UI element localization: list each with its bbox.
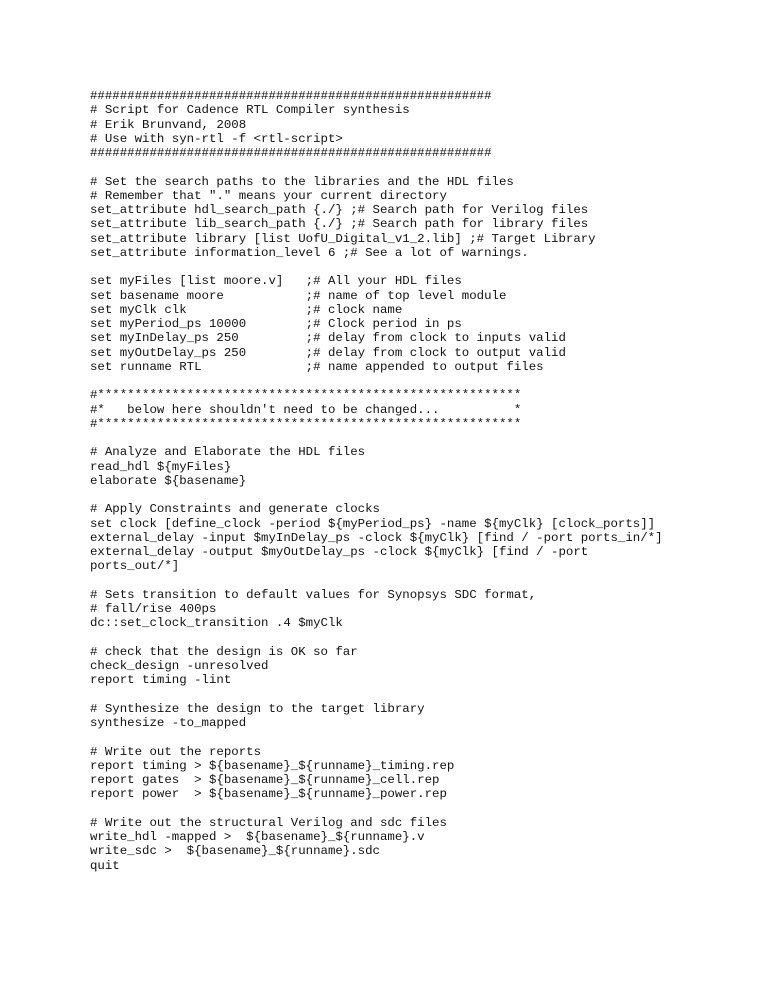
script-line: # Write out the structural Verilog and sdc files xyxy=(90,815,447,830)
script-line: # Remember that "." means your current directory xyxy=(90,188,447,203)
script-line: set_attribute lib_search_path {./} ;# Search path for library files xyxy=(90,217,589,232)
script-line: set myInDelay_ps 250 ;# delay from clock to inputs valid xyxy=(90,331,566,346)
script-line: synthesize -to_mapped xyxy=(90,716,247,730)
script-line: write_hdl -mapped > ${basename}_${runname}.v xyxy=(90,830,425,844)
script-line xyxy=(90,574,760,588)
script-line: set_attribute library [list UofU_Digital_v1_2.lib] ;# Target Library xyxy=(90,231,596,246)
script-line: ###################################################### xyxy=(90,146,492,160)
script-line xyxy=(90,802,760,816)
script-line: set clock [define_clock -period ${myPeriod_ps} -name ${myClk} [clock_ports]] xyxy=(90,516,656,531)
script-line: ports_out/*] xyxy=(90,559,180,574)
script-line: set_attribute hdl_search_path {./} ;# Search path for Verilog files xyxy=(90,203,589,217)
script-line: dc::set_clock_transition .4 $myClk xyxy=(90,616,343,631)
script-line xyxy=(90,631,760,645)
script-line: set_attribute information_level 6 ;# See a lot of warnings. xyxy=(90,245,529,260)
script-line: # Set the search paths to the libraries and the HDL files xyxy=(90,174,514,189)
script-line: # Synthesize the design to the target library xyxy=(90,701,425,716)
script-document xyxy=(90,89,760,873)
script-line: report gates > ${basename}_${runname}_cell.rep xyxy=(90,773,440,787)
script-line xyxy=(90,160,760,174)
script-line: ###################################################### xyxy=(90,89,492,103)
script-line: # Write out the reports xyxy=(90,744,262,759)
script-line: # fall/rise 400ps xyxy=(90,602,217,616)
script-line: # Use with syn-rtl -f <rtl-script> xyxy=(90,131,343,146)
script-line xyxy=(90,431,760,445)
script-line: #* below here shouldn't need to be changed... * xyxy=(90,402,522,417)
script-line: external_delay -output $myOutDelay_ps -clock ${myClk} [find / -port xyxy=(90,545,589,559)
script-line: elaborate ${basename} xyxy=(90,473,247,488)
script-line: set runname RTL ;# name appended to output files xyxy=(90,359,544,374)
script-line: external_delay -input $myInDelay_ps -clock ${myClk} [find / -port ports_in/*] xyxy=(90,530,663,545)
script-line: #********************************************************* xyxy=(90,388,522,403)
script-line: # Script for Cadence RTL Compiler synthesis xyxy=(90,103,410,118)
script-line xyxy=(90,260,760,274)
script-line: set myOutDelay_ps 250 ;# delay from clock to output valid xyxy=(90,345,566,360)
script-line: report timing > ${basename}_${runname}_timing.rep xyxy=(90,758,455,773)
script-line: read_hdl ${myFiles} xyxy=(90,459,232,474)
script-line xyxy=(90,374,760,388)
script-line xyxy=(90,730,760,744)
script-line: # Erik Brunvand, 2008 xyxy=(90,117,247,132)
script-line: # Analyze and Elaborate the HDL files xyxy=(90,445,366,460)
script-line: # Sets transition to default values for Synopsys SDC format, xyxy=(90,587,537,602)
script-line: #********************************************************* xyxy=(90,416,522,431)
script-line xyxy=(90,488,760,502)
script-line: report timing -lint xyxy=(90,673,232,688)
script-line: set myPeriod_ps 10000 ;# Clock period in ps xyxy=(90,317,462,331)
script-line: quit xyxy=(90,858,120,873)
script-line: check_design -unresolved xyxy=(90,659,269,673)
script-line: # Apply Constraints and generate clocks xyxy=(90,502,380,517)
script-line: report power > ${basename}_${runname}_power.rep xyxy=(90,787,447,802)
script-line: set myFiles [list moore.v] ;# All your HDL files xyxy=(90,274,462,289)
script-line: set basename moore ;# name of top level module xyxy=(90,288,507,303)
script-line xyxy=(90,688,760,702)
script-line: # check that the design is OK so far xyxy=(90,644,358,659)
script-line: write_sdc > ${basename}_${runname}.sdc xyxy=(90,844,380,859)
script-line: set myClk clk ;# clock name xyxy=(90,302,403,317)
